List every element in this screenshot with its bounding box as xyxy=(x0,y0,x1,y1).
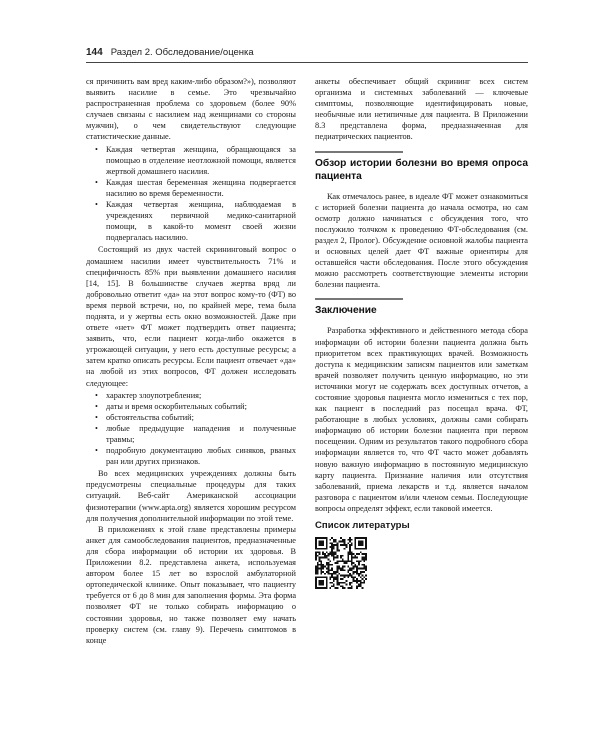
page-number: 144 xyxy=(86,47,103,58)
list-item: • даты и время оскорбительных событий; xyxy=(106,401,296,412)
paragraph: Как отмечалось ранее, в идеале ФТ может ознакомиться с историей болезни пациента до начала осмотра, но сам осмотр должно начинаться с обсуждения того, что послужило толчком к проведению ФТ-обследования (см. раздел 2, Пролог). Обсуждение основной жалобы пациента и основных целей дает ФТ важные ориентиры для оставшейся части обследования. После этого обсуждения можно рассмотреть соответствующие элементы истории болезни пациента. xyxy=(315,191,528,290)
right-column xyxy=(315,76,528,589)
section-divider xyxy=(315,298,403,300)
list-item: • подробную документацию любых синяков, рваных ран или других признаков. xyxy=(106,445,296,467)
section-label: Раздел 2. Обследование/оценка xyxy=(110,47,254,58)
list-item: • характер злоупотребления; xyxy=(106,390,296,401)
paragraph: Разработка эффективного и действенного метода сбора информации об истории болезни пациента должна быть приоритетом всех практикующих врачей. Возможность доступа к медицинским записям пациентов или заметкам врачей позволяет получить ценную информацию, но эти источники могут не содержать всех доступных отчетов, а состояние здоровья пациента могло измениться с тех пор, как пациент в последний раз посещал врача. ФТ, работающие в любых условиях, должны сами собирать информацию об истории болезни пациента при первом посещении. Одним из результатов такого подробного сбора информации является то, что ФТ часто может добавлять новую важную информацию в постоянную медицинскую карту пациента. Признание наличия или отсутствия заболеваний, приема лекарств и т.д. является началом разговора с пациентом и/или членом семьи. Последующие вопросы определят эффект, если таковой имеется. xyxy=(315,326,528,513)
section-divider xyxy=(315,151,403,153)
paragraph: В приложениях к этой главе представлены примеры анкет для самообследования пациентов, предназначенные для сбора информации об истории их здоровья. В Приложении 8.2. представлена анкета, используемая автором более 15 лет во взрослой амбулаторной ортопедической клинике. Опыт показывает, что пациенту требуется от 6 до 8 мин для заполнения формы. Эта форма позволяет ФТ не только собирать информацию о состоянии здоровья, но также позволяет ему начать проверку систем (см. главу 9). Перечень симптомов в конце xyxy=(86,524,296,645)
references-heading: Список литературы xyxy=(315,520,410,531)
list-item: • любые предыдущие нападения и полученные травмы; xyxy=(106,423,296,445)
header-rule xyxy=(86,62,528,63)
left-column xyxy=(86,76,296,646)
list-item: • обстоятельства событий; xyxy=(106,412,296,423)
paragraph: Состоящий из двух частей скрининговый вопрос о домашнем насилии имеет чувствительность 71% и специфичность 85% при выявлении домашнего насилия [14, 15]. В большинстве случаев жертва вряд ли добровольно ответит «да» на этот вопрос кому-то (ФТ) во время первой встречи, но, по крайней мере, тема была поднята, и у жертвы есть окно возможностей. Даже при ответе «нет» ФТ может подтвердить ответ пациента; заявить, что, если пациент когда-либо окажется в угрожающей ситуации, у него есть доступные ресурсы; а затем кратко описать ресурсы. Если пациент отвечает «да» на любой из этих вопросов, ФТ должен исследовать следующее: xyxy=(86,245,296,388)
running-header xyxy=(86,47,526,58)
list-item: • Каждая четвертая женщина, обращающаяся за помощью в отделение неотложной помощи, является жертвой домашнего насилия. xyxy=(106,144,296,177)
checklist xyxy=(86,390,296,468)
section-heading: Заключение xyxy=(315,305,377,317)
paragraph: анкеты обеспечивает общий скрининг всех систем организма и системных заболеваний — ключевые симптомы, позволяющие идентифицировать новые, необычные или нетипичные для пациента. В Приложении 8.3 представлена форма, предназначенная для педиатрических пациентов. xyxy=(315,77,528,142)
list-item: • Каждая четвертая женщина, наблюдаемая в учреждениях первичной медико-санитарной помощи, в какой-то момент своей жизни подвергалась насилию. xyxy=(106,199,296,243)
paragraph: ся причинить вам вред каким-либо образом?»), позволяют выявить насилие в семье. Это чрезвычайно распространенная проблема со здоровьем (более 90% случаев связаны с насилием над женщинами со стороны мужчин), о чем свидетельствуют следующие статистические данные. xyxy=(86,77,296,142)
paragraph: Во всех медицинских учреждениях должны быть предусмотрены специальные процедуры для таких ситуаций. Веб-сайт Американской ассоциации физиотерапии (www.apta.org) является хорошим ресурсом для получения дополнительной информации по этой теме. xyxy=(86,469,296,523)
qr-code-icon[interactable] xyxy=(315,537,367,589)
section-heading: Обзор истории болезни во время опроса пациента xyxy=(315,157,528,182)
list-item: • Каждая шестая беременная женщина подвергается насилию во время беременности. xyxy=(106,177,296,199)
statistics-list xyxy=(86,144,296,244)
